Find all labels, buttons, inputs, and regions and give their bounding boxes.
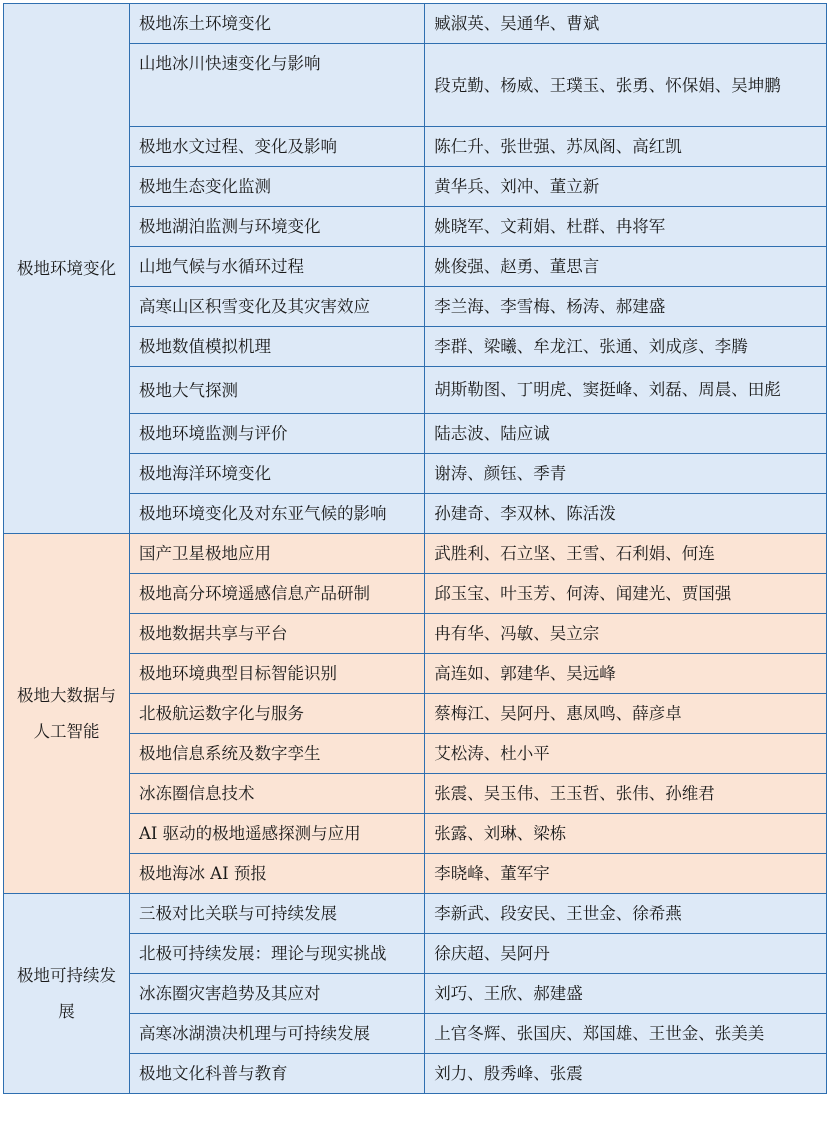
topic-cell: 极地信息系统及数字孪生 (129, 734, 424, 774)
experts-cell: 陈仁升、张世强、苏凤阁、高红凯 (425, 127, 827, 167)
topic-cell: 高寒冰湖溃决机理与可持续发展 (129, 1014, 424, 1054)
topic-cell: 极地文化科普与教育 (129, 1054, 424, 1094)
topic-cell: 极地大气探测 (129, 367, 424, 414)
topic-cell: 北极航运数字化与服务 (129, 694, 424, 734)
topic-cell: 极地环境典型目标智能识别 (129, 654, 424, 694)
experts-cell: 刘巧、王欣、郝建盛 (425, 974, 827, 1014)
session-table (3, 3, 827, 1094)
topic-cell: 冰冻圈信息技术 (129, 774, 424, 814)
experts-cell: 高连如、郭建华、吴远峰 (425, 654, 827, 694)
topic-cell: 极地生态变化监测 (129, 167, 424, 207)
topic-cell: 山地冰川快速变化与影响 (129, 44, 424, 127)
experts-cell: 邱玉宝、叶玉芳、何涛、闻建光、贾国强 (425, 574, 827, 614)
experts-cell: 胡斯勒图、丁明虎、窦挺峰、刘磊、周晨、田彪 (425, 367, 827, 414)
experts-cell: 艾松涛、杜小平 (425, 734, 827, 774)
topic-cell: 冰冻圈灾害趋势及其应对 (129, 974, 424, 1014)
topic-cell: 极地海冰 AI 预报 (129, 854, 424, 894)
topic-cell: 极地数据共享与平台 (129, 614, 424, 654)
topic-cell: 极地水文过程、变化及影响 (129, 127, 424, 167)
topic-cell: 极地环境监测与评价 (129, 414, 424, 454)
topic-cell: 北极可持续发展：理论与现实挑战 (129, 934, 424, 974)
experts-cell: 陆志波、陆应诚 (425, 414, 827, 454)
table-row (4, 894, 827, 934)
topic-cell: 极地冻土环境变化 (129, 4, 424, 44)
experts-cell: 李群、梁曦、牟龙江、张通、刘成彦、李腾 (425, 327, 827, 367)
experts-cell: 张震、吴玉伟、王玉哲、张伟、孙维君 (425, 774, 827, 814)
topic-cell: 山地气候与水循环过程 (129, 247, 424, 287)
experts-cell: 上官冬辉、张国庆、郑国雄、王世金、张美美 (425, 1014, 827, 1054)
experts-cell: 蔡梅江、吴阿丹、惠凤鸣、薛彦卓 (425, 694, 827, 734)
experts-cell: 冉有华、冯敏、吴立宗 (425, 614, 827, 654)
topic-cell: 国产卫星极地应用 (129, 534, 424, 574)
topic-cell: 极地数值模拟机理 (129, 327, 424, 367)
topic-cell: AI 驱动的极地遥感探测与应用 (129, 814, 424, 854)
topic-cell: 三极对比关联与可持续发展 (129, 894, 424, 934)
group-label-polar-big-data-ai: 极地大数据与 人工智能 (4, 534, 130, 894)
group-label-polar-environment: 极地环境变化 (4, 4, 130, 534)
experts-cell: 姚晓军、文莉娟、杜群、冉将军 (425, 207, 827, 247)
experts-cell: 段克勤、杨威、王璞玉、张勇、怀保娟、吴坤鹏 (425, 44, 827, 127)
experts-cell: 张露、刘琳、梁栋 (425, 814, 827, 854)
group-label-polar-sustainability: 极地可持续发 展 (4, 894, 130, 1094)
experts-cell: 李兰海、李雪梅、杨涛、郝建盛 (425, 287, 827, 327)
experts-cell: 姚俊强、赵勇、董思言 (425, 247, 827, 287)
experts-cell: 谢涛、颜钰、季青 (425, 454, 827, 494)
experts-cell: 刘力、殷秀峰、张震 (425, 1054, 827, 1094)
topic-cell: 极地湖泊监测与环境变化 (129, 207, 424, 247)
table-row (4, 534, 827, 574)
experts-cell: 臧淑英、吴通华、曹斌 (425, 4, 827, 44)
experts-cell: 黄华兵、刘冲、董立新 (425, 167, 827, 207)
experts-cell: 李新武、段安民、王世金、徐希燕 (425, 894, 827, 934)
topic-cell: 高寒山区积雪变化及其灾害效应 (129, 287, 424, 327)
topic-cell: 极地高分环境遥感信息产品研制 (129, 574, 424, 614)
experts-cell: 孙建奇、李双林、陈活泼 (425, 494, 827, 534)
experts-cell: 李晓峰、董军宇 (425, 854, 827, 894)
table-row (4, 4, 827, 44)
topic-cell: 极地海洋环境变化 (129, 454, 424, 494)
topic-cell: 极地环境变化及对东亚气候的影响 (129, 494, 424, 534)
experts-cell: 武胜利、石立坚、王雪、石利娟、何连 (425, 534, 827, 574)
experts-cell: 徐庆超、吴阿丹 (425, 934, 827, 974)
